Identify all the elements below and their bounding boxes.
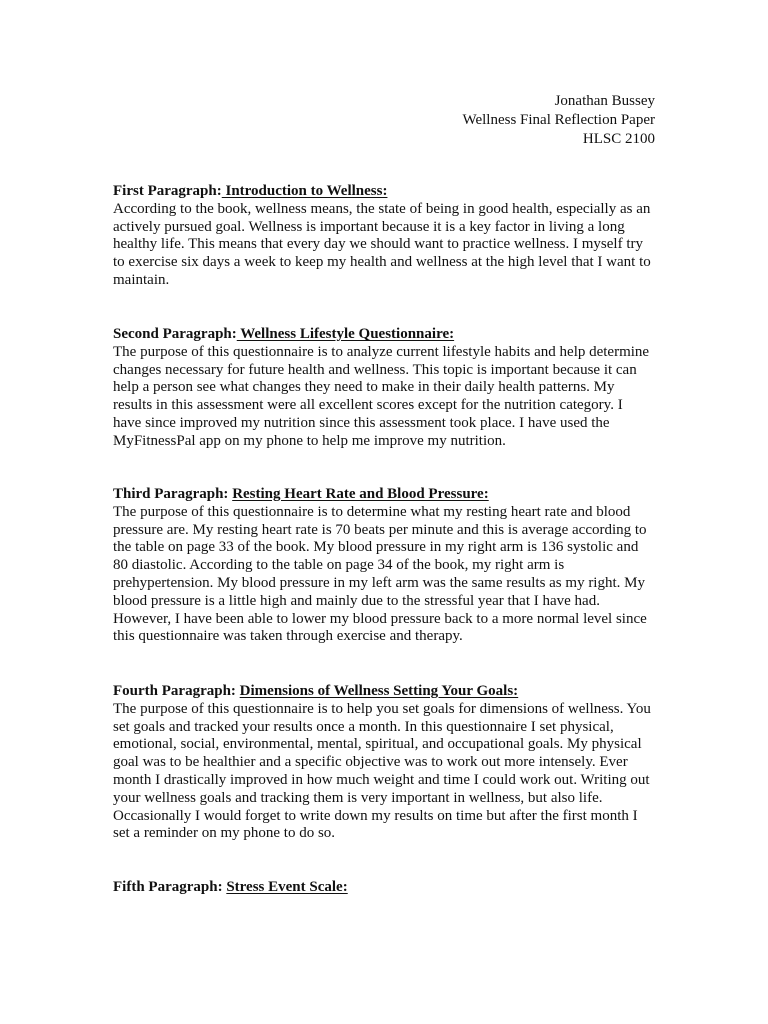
paragraph-line: this questionnaire was taken through exercise and therapy. xyxy=(113,628,463,645)
section-prefix: First Paragraph: xyxy=(113,183,222,199)
paragraph-line: pressure are. My resting heart rate is 70 beats per minute and this is average according to xyxy=(113,521,647,538)
document-header xyxy=(463,92,656,149)
paragraph-line: The purpose of this questionnaire is to help you set goals for dimensions of wellness. You xyxy=(113,700,651,717)
paragraph-line: 80 diastolic. According to the table on page 34 of the book, my right arm is xyxy=(113,557,565,574)
paragraph-line: maintain. xyxy=(113,271,170,288)
paragraph-line: set a reminder on my phone to do so. xyxy=(113,825,336,842)
section-heading xyxy=(113,683,658,701)
section-title: Introduction to Wellness: xyxy=(221,183,388,199)
section-title: Stress Event Scale: xyxy=(226,879,348,895)
paragraph-line: changes necessary for future health and wellness. This topic is important because it can xyxy=(113,361,637,378)
section-heading xyxy=(113,879,658,897)
paragraph-line: to exercise six days a week to keep my health and wellness at the high level that I want to xyxy=(113,254,651,271)
paragraph-line: your wellness goals and tracking them is very important in wellness, but also life. xyxy=(113,789,603,806)
paragraph-line: actively pursued goal. Wellness is important because it is a key factor in living a long xyxy=(113,218,625,235)
paragraph-line: However, I have been able to lower my blood pressure back to a more normal level since xyxy=(113,610,647,627)
paragraph-line: prehypertension. My blood pressure in my left arm was the same results as my right. My xyxy=(113,574,645,591)
paragraph-line: results in this assessment were all excellent scores except for the nutrition category. I xyxy=(113,397,623,414)
paragraph-line: have since improved my nutrition since this assessment took place. I have used the xyxy=(113,414,610,431)
paragraph-line: MyFitnessPal app on my phone to help me improve my nutrition. xyxy=(113,432,506,449)
paragraph-line: The purpose of this questionnaire is to determine what my resting heart rate and blood xyxy=(113,503,631,520)
author-name: Jonathan Bussey xyxy=(554,93,655,109)
section-heading xyxy=(113,326,658,344)
section-title: Dimensions of Wellness Setting Your Goals: xyxy=(239,683,519,699)
section-title: Resting Heart Rate and Blood Pressure: xyxy=(232,486,489,502)
paragraph-line: According to the book, wellness means, the state of being in good health, especially as an xyxy=(113,200,651,217)
paper-title: Wellness Final Reflection Paper xyxy=(462,112,655,128)
paragraph-line: goal was to be healthier and a specific objective was to work out more intensely. Ever xyxy=(113,754,628,771)
paragraph-line: The purpose of this questionnaire is to analyze current lifestyle habits and help determine xyxy=(113,343,650,360)
paragraph-line: Occasionally I would forget to write down my results on time but after the first month I xyxy=(113,807,638,824)
section-prefix: Second Paragraph: xyxy=(113,326,237,342)
paragraph-line: the table on page 33 of the book. My blood pressure in my right arm is 136 systolic and xyxy=(113,539,639,556)
course-code: HLSC 2100 xyxy=(582,131,655,147)
section-prefix: Third Paragraph: xyxy=(113,486,229,502)
paragraph-line: help a person see what changes they need to make in their daily health patterns. My xyxy=(113,379,615,396)
section-heading xyxy=(113,486,658,504)
section-prefix: Fifth Paragraph: xyxy=(113,879,223,895)
paragraph-line: set goals and tracked your results once a month. In this questionnaire I set physical, xyxy=(113,718,614,735)
section-heading xyxy=(113,183,658,201)
section-stress-event-scale xyxy=(113,879,658,897)
section-heart-rate-blood-pressure xyxy=(113,486,658,646)
section-lifestyle-questionnaire xyxy=(113,326,658,451)
paragraph-line: healthy life. This means that every day we should want to practice wellness. I myself try xyxy=(113,236,643,253)
section-dimensions-of-wellness xyxy=(113,683,658,843)
paragraph-line: emotional, social, environmental, mental, spiritual, and occupational goals. My physical xyxy=(113,736,642,753)
paragraph-line: blood pressure is a little high and mainly due to the stressful year that I have had. xyxy=(113,592,600,609)
section-prefix: Fourth Paragraph: xyxy=(113,683,236,699)
section-introduction xyxy=(113,183,658,290)
section-title: Wellness Lifestyle Questionnaire: xyxy=(236,326,455,342)
paragraph-line: month I drastically improved in how much weight and time I could work out. Writing out xyxy=(113,771,650,788)
